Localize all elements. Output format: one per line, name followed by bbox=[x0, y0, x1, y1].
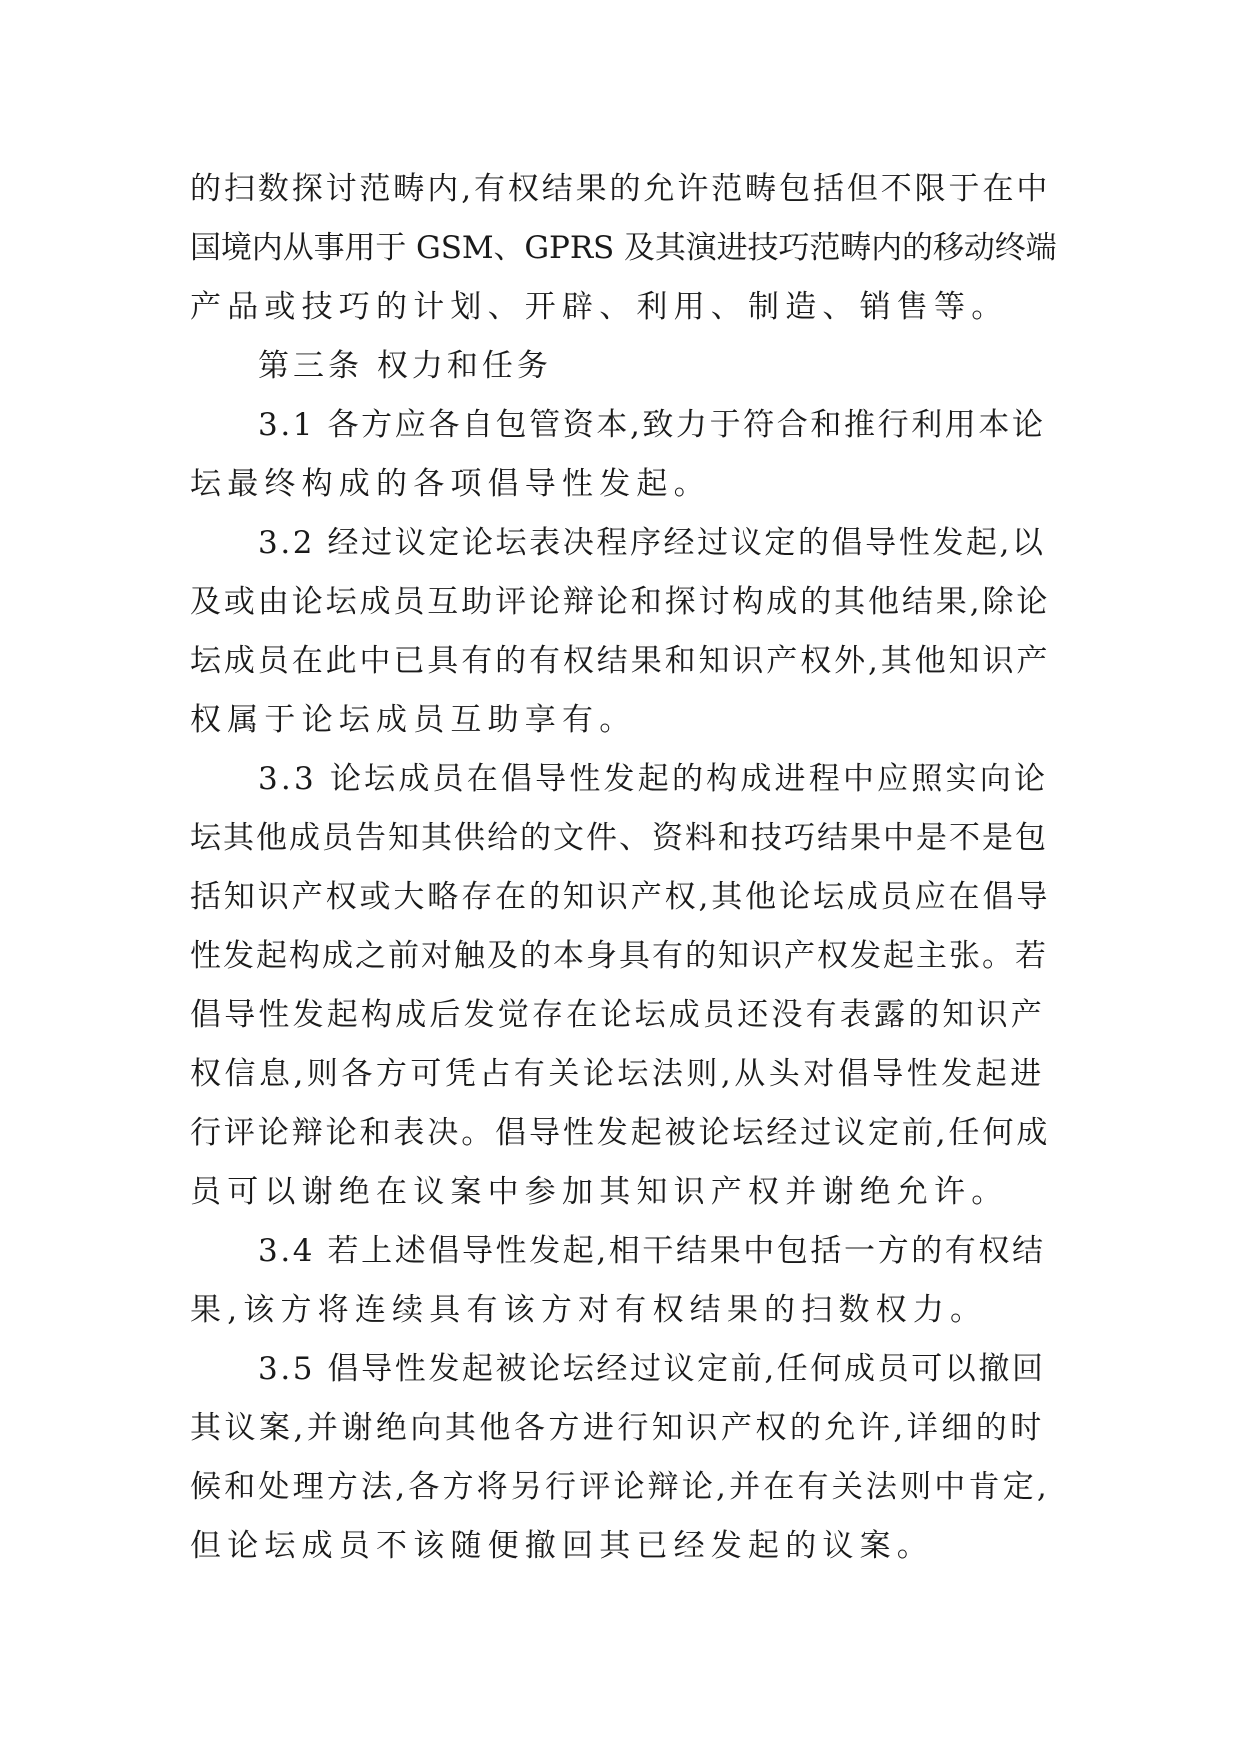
text-line: 行评论辩论和表决。倡导性发起被论坛经过议定前,任何成 bbox=[190, 1115, 1051, 1151]
section-heading: 第三条 权力和任务 bbox=[258, 348, 552, 384]
text-line: 性发起构成之前对触及的本身具有的知识产权发起主张。若 bbox=[190, 938, 1048, 974]
text-line: 及或由论坛成员互助评论辩论和探讨构成的其他结果,除论 bbox=[190, 584, 1051, 620]
clause-3-2-line: 3.2 经过议定论坛表决程序经过议定的倡导性发起,以 bbox=[258, 525, 1046, 561]
clause-3-5-line: 3.5 倡导性发起被论坛经过议定前,任何成员可以撤回 bbox=[258, 1351, 1046, 1387]
text-line: 国境内从事用于 GSM、GPRS 及其演进技巧范畴内的移动终端 bbox=[190, 230, 1057, 266]
text-line: 果,该方将连续具有该方对有权结果的扫数权力。 bbox=[190, 1292, 988, 1328]
text-line: 括知识产权或大略存在的知识产权,其他论坛成员应在倡导 bbox=[190, 879, 1051, 915]
text-line: 权信息,则各方可凭占有关论坛法则,从头对倡导性发起进 bbox=[190, 1056, 1045, 1092]
clause-3-3-line: 3.3 论坛成员在倡导性发起的构成进程中应照实向论 bbox=[258, 761, 1049, 797]
document-body bbox=[190, 160, 1057, 1576]
text-line: 坛其他成员告知其供给的文件、资料和技巧结果中是不是包 bbox=[190, 820, 1048, 856]
text-line: 但论坛成员不该随便撤回其已经发起的议案。 bbox=[190, 1528, 934, 1564]
text-line: 坛成员在此中已具有的有权结果和知识产权外,其他知识产 bbox=[190, 643, 1051, 679]
text-line: 权属于论坛成员互助享有。 bbox=[190, 702, 637, 738]
text-line: 员可以谢绝在议案中参加其知识产权并谢绝允许。 bbox=[190, 1174, 1009, 1210]
text-line: 其议案,并谢绝向其他各方进行知识产权的允许,详细的时 bbox=[190, 1410, 1045, 1446]
text-line: 的扫数探讨范畴内,有权结果的允许范畴包括但不限于在中 bbox=[190, 171, 1051, 207]
clause-3-1-line: 3.1 各方应各自包管资本,致力于符合和推行利用本论 bbox=[258, 407, 1046, 443]
text-line: 产品或技巧的计划、开辟、利用、制造、销售等。 bbox=[190, 289, 1009, 325]
text-line: 候和处理方法,各方将另行评论辩论,并在有关法则中肯定, bbox=[190, 1469, 1050, 1505]
text-line: 倡导性发起构成后发觉存在论坛成员还没有表露的知识产 bbox=[190, 997, 1045, 1033]
text-line: 坛最终构成的各项倡导性发起。 bbox=[190, 466, 711, 502]
clause-3-4-line: 3.4 若上述倡导性发起,相干结果中包括一方的有权结 bbox=[258, 1233, 1046, 1269]
